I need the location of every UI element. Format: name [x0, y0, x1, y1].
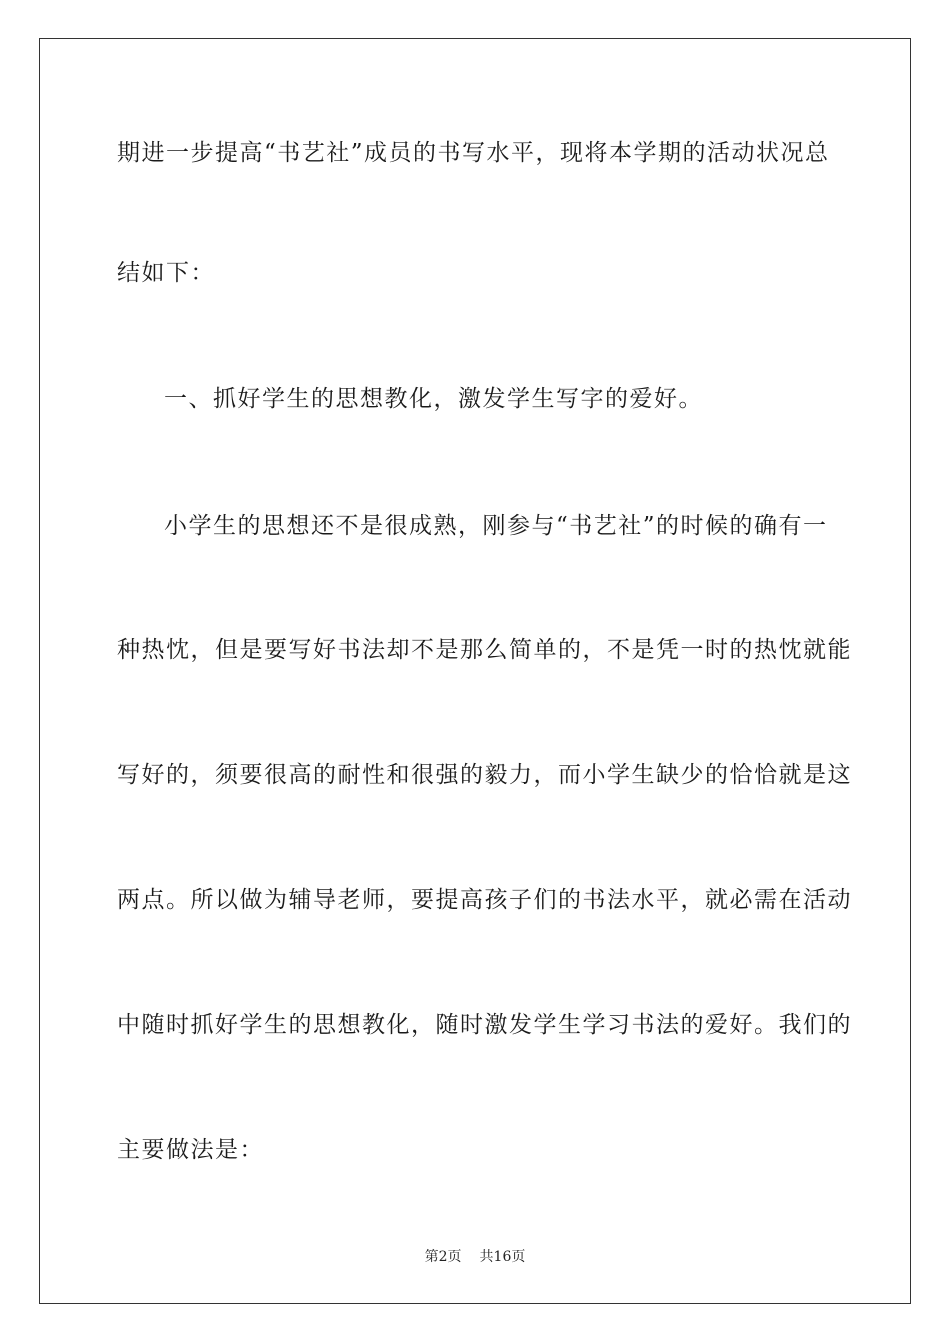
paragraph-line: 两点。所以做为辅导老师，要提高孩子们的书法水平，就必需在活动 [117, 887, 852, 913]
paragraph-line: 中随时抓好学生的思想教化，随时激发学生学习书法的爱好。我们的 [117, 1012, 852, 1038]
paragraph-line: 小学生的思想还不是很成熟，刚参与“书艺社”的时候的确有一 [164, 513, 828, 539]
page-border [39, 38, 911, 1304]
paragraph-line: 主要做法是： [117, 1137, 264, 1163]
page-footer [0, 1248, 950, 1266]
section-heading: 一、抓好学生的思想教化，激发学生写字的爱好。 [164, 386, 703, 412]
paragraph-line: 种热忱，但是要写好书法却不是那么简单的，不是凭一时的热忱就能 [117, 637, 852, 663]
paragraph-line: 写好的，须要很高的耐性和很强的毅力，而小学生缺少的恰恰就是这 [117, 762, 852, 788]
paragraph-line: 期进一步提高“书艺社”成员的书写水平，现将本学期的活动状况总 [117, 140, 830, 166]
paragraph-line: 结如下： [117, 260, 215, 286]
page-total: 共16页 [479, 1249, 526, 1265]
page-number: 第2页 [424, 1249, 462, 1265]
